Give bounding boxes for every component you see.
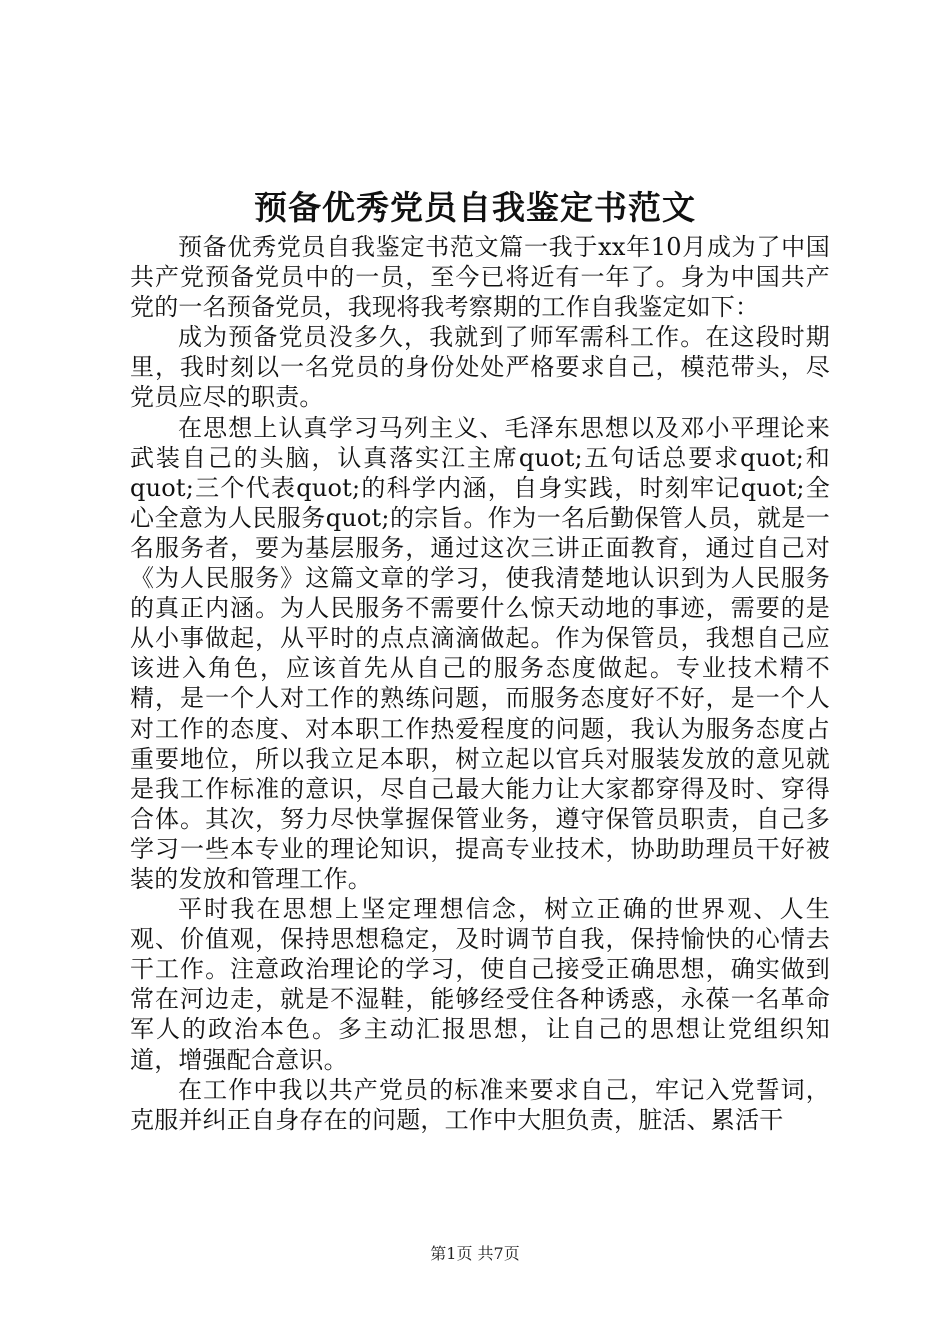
paragraph: 平时我在思想上坚定理想信念，树立正确的世界观、人生观、价值观，保持思想稳定，及时调节自我，保持愉快的心情去干工作。注意政治理论的学习，使自己接受正确思想，确实做到常在河边走，就是不湿鞋，能够经受住各种诱惑，永葆一名革命军人的政治本色。多主动汇报思想，让自己的思想让党组织知道，增强配合意识。 bbox=[130, 895, 830, 1074]
paragraph: 在工作中我以共产党员的标准来要求自己，牢记入党誓词，克服并纠正自身存在的问题，工作中大胆负责，脏活、累活干 bbox=[130, 1075, 830, 1134]
document-body bbox=[130, 232, 830, 1135]
paragraph: 在思想上认真学习马列主义、毛泽东思想以及邓小平理论来武装自己的头脑，认真落实江主席quot;五句话总要求quot;和quot;三个代表quot;的科学内涵，自身实践，时刻牢记quot;全心全意为人民服务quot;的宗旨。作为一名后勤保管人员，就是一名服务者，要为基层服务，通过这次三讲正面教育，通过自己对《为人民服务》这篇文章的学习，使我清楚地认识到为人民服务的真正内涵。为人民服务不需要什么惊天动地的事迹，需要的是从小事做起，从平时的点点滴滴做起。作为保管员，我想自己应该进入角色，应该首先从自己的服务态度做起。专业技术精不精，是一个人对工作的熟练问题，而服务态度好不好，是一个人对工作的态度、对本职工作热爱程度的问题，我认为服务态度占重要地位，所以我立足本职，树立起以官兵对服装发放的意见就是我工作标准的意识，尽自己最大能力让大家都穿得及时、穿得合体。其次，努力尽快掌握保管业务，遵守保管员职责，自己多学习一些本专业的理论知识，提高专业技术，协助助理员干好被装的发放和管理工作。 bbox=[130, 413, 830, 893]
document-title: 预备优秀党员自我鉴定书范文 bbox=[254, 188, 696, 227]
paragraph: 成为预备党员没多久，我就到了师军需科工作。在这段时期里，我时刻以一名党员的身份处处严格要求自己，模范带头，尽党员应尽的职责。 bbox=[130, 323, 830, 412]
page-footer: 第1页 共7页 bbox=[430, 1244, 520, 1263]
paragraph: 预备优秀党员自我鉴定书范文篇一我于xx年10月成为了中国共产党预备党员中的一员，至今已将近有一年了。身为中国共产党的一名预备党员，我现将我考察期的工作自我鉴定如下： bbox=[130, 233, 830, 322]
